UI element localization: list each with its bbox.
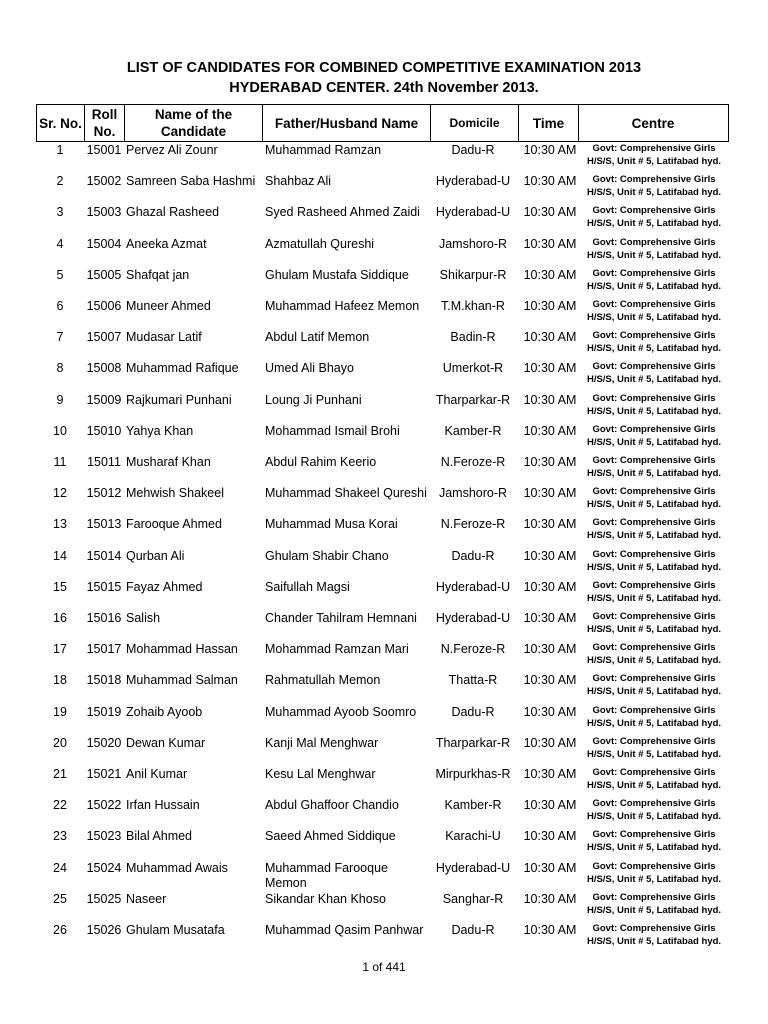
domicile-cell: Hyderabad-U [435, 579, 511, 594]
sr-cell: 20 [53, 735, 67, 750]
roll-number-cell: 15001 [86, 143, 122, 157]
centre-line-2: H/S/S, Unit # 5, Latifabad hyd. [586, 530, 722, 542]
father-name-cell: Shahbaz Ali [265, 174, 332, 189]
centre-line-2: H/S/S, Unit # 5, Latifabad hyd. [586, 748, 722, 760]
time-cell: 10:30 AM [523, 642, 577, 657]
roll-number-cell: 15005 [86, 267, 122, 282]
domicile-cell: Hyderabad-U [435, 174, 511, 189]
roll-number-cell: 15026 [86, 923, 122, 937]
father-name-cell: Sikandar Khan Khoso [265, 891, 386, 906]
time-cell: 10:30 AM [523, 174, 577, 189]
father-name-cell: Loung Ji Punhani [265, 392, 362, 407]
table-row [0, 766, 768, 797]
time-cell: 10:30 AM [523, 455, 577, 469]
table-row [0, 922, 768, 953]
centre-cell [578, 360, 730, 386]
father-name-cell: Saeed Ahmed Siddique [265, 829, 396, 844]
candidate-name-cell: Qurban Ali [126, 548, 185, 563]
centre-line-1: Govt: Comprehensive Girls [592, 798, 716, 810]
table-header [36, 104, 729, 142]
candidate-name-cell: Dewan Kumar [126, 735, 206, 750]
centre-cell [578, 672, 730, 698]
father-name-cell: Kanji Mal Menghwar [265, 735, 379, 750]
header-name: Name of the Candidate [125, 105, 263, 141]
time-cell: 10:30 AM [523, 548, 577, 563]
candidate-name-cell: Mudasar Latif [126, 330, 202, 345]
roll-number-cell: 15018 [86, 673, 122, 688]
centre-line-1: Govt: Comprehensive Girls [592, 236, 716, 248]
domicile-cell: Jamshoro-R [438, 486, 508, 501]
roll-number-cell: 15022 [86, 798, 122, 813]
centre-line-1: Govt: Comprehensive Girls [592, 860, 716, 872]
centre-cell [578, 423, 730, 449]
centre-cell [578, 797, 730, 823]
sr-cell: 8 [56, 361, 64, 376]
roll-number-cell: 15006 [86, 299, 122, 313]
centre-line-2: H/S/S, Unit # 5, Latifabad hyd. [586, 312, 722, 323]
centre-line-1: Govt: Comprehensive Girls [592, 611, 716, 622]
centre-cell [578, 454, 730, 480]
centre-cell [578, 485, 730, 511]
sr-cell: 5 [56, 267, 64, 282]
roll-number-cell: 15010 [86, 423, 122, 438]
time-cell: 10:30 AM [523, 704, 577, 719]
sr-cell: 3 [56, 205, 64, 220]
candidate-name-cell: Zohaib Ayoob [126, 704, 203, 719]
domicile-cell: Hyderabad-U [435, 611, 511, 625]
time-cell: 10:30 AM [523, 579, 577, 594]
candidate-name-cell: Muhammad Awais [126, 860, 228, 875]
candidate-name-cell: Ghulam Musatafa [126, 923, 225, 937]
sr-cell: 16 [53, 611, 67, 625]
sr-cell: 22 [53, 798, 67, 813]
candidate-name-cell: Fayaz Ahmed [126, 579, 203, 594]
centre-line-2: H/S/S, Unit # 5, Latifabad hyd. [586, 904, 722, 916]
centre-line-2: H/S/S, Unit # 5, Latifabad hyd. [586, 187, 722, 199]
table-row [0, 891, 768, 922]
domicile-cell: N.Feroze-R [440, 455, 506, 469]
domicile-cell: Sanghar-R [442, 891, 504, 906]
roll-number-cell: 15008 [86, 361, 122, 376]
centre-line-1: Govt: Comprehensive Girls [592, 767, 716, 778]
table-row [0, 797, 768, 828]
domicile-cell: Shikarpur-R [439, 267, 507, 282]
centre-line-1: Govt: Comprehensive Girls [592, 455, 716, 466]
table-row [0, 392, 768, 423]
centre-cell [578, 828, 730, 854]
sr-cell: 18 [53, 673, 67, 688]
domicile-cell: Dadu-R [451, 143, 495, 157]
document-title [0, 58, 768, 98]
time-cell: 10:30 AM [523, 423, 577, 438]
centre-line-1: Govt: Comprehensive Girls [592, 392, 716, 404]
centre-line-1: Govt: Comprehensive Girls [592, 205, 716, 217]
centre-line-2: H/S/S, Unit # 5, Latifabad hyd. [586, 842, 722, 854]
roll-number-cell: 15012 [86, 486, 122, 501]
centre-line-2: H/S/S, Unit # 5, Latifabad hyd. [586, 218, 722, 230]
centre-line-1: Govt: Comprehensive Girls [592, 579, 716, 591]
centre-line-1: Govt: Comprehensive Girls [592, 267, 716, 279]
father-name-cell: Muhammad Farooque Memon [265, 860, 388, 890]
centre-line-2: H/S/S, Unit # 5, Latifabad hyd. [586, 873, 722, 885]
candidate-name-cell: Rajkumari Punhani [126, 392, 232, 407]
centre-line-1: Govt: Comprehensive Girls [592, 330, 716, 342]
father-name-cell: Ghulam Shabir Chano [265, 548, 389, 563]
table-row [0, 516, 768, 547]
father-name-cell: Kesu Lal Menghwar [265, 767, 376, 781]
time-cell: 10:30 AM [523, 205, 577, 220]
domicile-cell: Jamshoro-R [438, 236, 508, 251]
table-row [0, 360, 768, 391]
domicile-cell: N.Feroze-R [440, 642, 506, 657]
table-row [0, 267, 768, 298]
header-domicile: Domicile [431, 105, 519, 141]
sr-cell: 26 [53, 923, 67, 937]
sr-cell: 25 [53, 891, 67, 906]
father-name-cell: Umed Ali Bhayo [265, 361, 354, 376]
domicile-cell: Kamber-R [444, 423, 502, 438]
centre-cell [578, 173, 730, 199]
sr-cell: 11 [53, 455, 67, 469]
table-row [0, 704, 768, 735]
table-row [0, 298, 768, 329]
domicile-cell: Dadu-R [451, 548, 495, 563]
title-line-1: LIST OF CANDIDATES FOR COMBINED COMPETITIVE EXAMINATION 2013 [126, 60, 642, 76]
father-name-cell: Syed Rasheed Ahmed Zaidi [265, 205, 420, 220]
father-name-cell: Rahmatullah Memon [265, 673, 381, 688]
centre-line-2: H/S/S, Unit # 5, Latifabad hyd. [586, 655, 722, 667]
time-cell: 10:30 AM [523, 923, 577, 937]
header-time: Time [519, 105, 579, 141]
candidate-name-cell: Salish [126, 611, 161, 625]
roll-number-cell: 15023 [86, 829, 122, 844]
sr-cell: 17 [53, 642, 67, 657]
father-name-cell: Chander Tahilram Hemnani [265, 611, 417, 625]
centre-cell [578, 298, 730, 324]
time-cell: 10:30 AM [523, 735, 577, 750]
sr-cell: 13 [53, 517, 67, 532]
time-cell: 10:30 AM [523, 236, 577, 251]
header-roll: Roll No. [85, 105, 125, 141]
candidate-name-cell: Irfan Hussain [126, 798, 200, 813]
candidate-name-cell: Ghazal Rasheed [126, 205, 220, 220]
table-row [0, 142, 768, 173]
domicile-cell: Tharparkar-R [435, 735, 511, 750]
centre-cell [578, 860, 730, 886]
sr-cell: 1 [56, 143, 64, 157]
centre-cell [578, 548, 730, 574]
father-name-cell: Muhammad Musa Korai [265, 517, 398, 532]
table-row [0, 860, 768, 891]
centre-cell [578, 922, 730, 948]
table-row [0, 173, 768, 204]
sr-cell: 10 [53, 423, 67, 438]
sr-cell: 4 [56, 236, 64, 251]
table-row [0, 454, 768, 485]
sr-cell: 6 [56, 299, 64, 313]
centre-line-1: Govt: Comprehensive Girls [592, 923, 716, 934]
domicile-cell: Badin-R [450, 330, 496, 345]
table-row [0, 735, 768, 766]
time-cell: 10:30 AM [523, 143, 577, 157]
roll-number-cell: 15007 [86, 330, 122, 345]
roll-number-cell: 15021 [86, 767, 122, 781]
candidate-name-cell: Aneeka Azmat [126, 236, 207, 251]
candidate-name-cell: Muneer Ahmed [126, 299, 211, 313]
domicile-cell: Hyderabad-U [435, 860, 511, 875]
time-cell: 10:30 AM [523, 299, 577, 313]
centre-line-2: H/S/S, Unit # 5, Latifabad hyd. [586, 499, 722, 511]
time-cell: 10:30 AM [523, 891, 577, 906]
time-cell: 10:30 AM [523, 486, 577, 501]
sr-cell: 9 [56, 392, 64, 407]
roll-number-cell: 15013 [86, 517, 122, 532]
candidate-name-cell: Naseer [126, 891, 167, 906]
centre-cell [578, 610, 730, 636]
time-cell: 10:30 AM [523, 392, 577, 407]
sr-cell: 14 [53, 548, 67, 563]
domicile-cell: T.M.khan-R [441, 299, 505, 313]
centre-line-2: H/S/S, Unit # 5, Latifabad hyd. [586, 686, 722, 698]
table-row [0, 329, 768, 360]
centre-cell [578, 204, 730, 230]
domicile-cell: Tharparkar-R [435, 392, 511, 407]
father-name-cell: Saifullah Magsi [265, 579, 350, 594]
father-name-cell: Muhammad Hafeez Memon [265, 299, 420, 313]
roll-number-cell: 15025 [86, 891, 122, 906]
centre-cell [578, 267, 730, 293]
table-row [0, 828, 768, 859]
roll-number-cell: 15020 [86, 735, 122, 750]
sr-cell: 24 [53, 860, 67, 875]
centre-line-1: Govt: Comprehensive Girls [592, 486, 716, 498]
candidate-name-cell: Yahya Khan [126, 423, 194, 438]
centre-line-2: H/S/S, Unit # 5, Latifabad hyd. [586, 343, 722, 355]
roll-number-cell: 15024 [86, 860, 122, 875]
centre-cell [578, 641, 730, 667]
centre-line-1: Govt: Comprehensive Girls [592, 517, 716, 529]
centre-line-1: Govt: Comprehensive Girls [592, 642, 716, 654]
centre-line-1: Govt: Comprehensive Girls [592, 673, 716, 685]
centre-cell [578, 579, 730, 605]
centre-line-2: H/S/S, Unit # 5, Latifabad hyd. [586, 249, 722, 261]
father-name-cell: Mohammad Ramzan Mari [265, 642, 409, 657]
time-cell: 10:30 AM [523, 330, 577, 345]
candidate-name-cell: Muhammad Salman [126, 673, 238, 688]
father-name-cell: Abdul Rahim Keerio [265, 455, 377, 469]
sr-cell: 15 [53, 579, 67, 594]
centre-line-1: Govt: Comprehensive Girls [592, 174, 716, 186]
centre-line-2: H/S/S, Unit # 5, Latifabad hyd. [586, 436, 722, 448]
centre-line-2: H/S/S, Unit # 5, Latifabad hyd. [586, 280, 722, 292]
centre-line-2: H/S/S, Unit # 5, Latifabad hyd. [586, 717, 722, 729]
time-cell: 10:30 AM [523, 829, 577, 844]
title-line-2: HYDERABAD CENTER. 24th November 2013. [229, 80, 539, 96]
centre-line-1: Govt: Comprehensive Girls [592, 704, 716, 716]
domicile-cell: Dadu-R [451, 923, 495, 937]
candidate-name-cell: Samreen Saba Hashmi [126, 174, 256, 189]
roll-number-cell: 15004 [86, 236, 122, 251]
roll-number-cell: 15011 [87, 455, 121, 469]
sr-cell: 21 [53, 767, 67, 781]
table-row [0, 423, 768, 454]
table-row [0, 204, 768, 235]
candidate-name-cell: Mehwish Shakeel [126, 486, 224, 501]
father-name-cell: Muhammad Ayoob Soomro [265, 704, 417, 719]
roll-number-cell: 15009 [86, 392, 122, 407]
roll-number-cell: 15002 [86, 174, 122, 189]
domicile-cell: Thatta-R [448, 673, 498, 688]
candidate-name-cell: Bilal Ahmed [126, 829, 193, 844]
centre-line-1: Govt: Comprehensive Girls [592, 735, 716, 747]
centre-line-2: H/S/S, Unit # 5, Latifabad hyd. [586, 592, 722, 604]
centre-line-2: H/S/S, Unit # 5, Latifabad hyd. [586, 780, 722, 791]
centre-line-1: Govt: Comprehensive Girls [592, 299, 716, 310]
table-row [0, 485, 768, 516]
centre-line-2: H/S/S, Unit # 5, Latifabad hyd. [586, 936, 722, 947]
candidate-name-cell: Shafqat jan [126, 267, 190, 282]
page-number: 1 of 441 [362, 960, 406, 974]
centre-line-1: Govt: Comprehensive Girls [592, 548, 716, 560]
sr-cell: 19 [53, 704, 67, 719]
centre-cell [578, 704, 730, 730]
father-name-cell: Abdul Ghaffoor Chandio [265, 798, 399, 813]
centre-cell [578, 766, 730, 792]
roll-number-cell: 15015 [86, 579, 122, 594]
table-row [0, 548, 768, 579]
centre-line-1: Govt: Comprehensive Girls [592, 361, 716, 373]
roll-number-cell: 15019 [86, 704, 122, 719]
centre-cell [578, 735, 730, 761]
sr-cell: 2 [56, 174, 64, 189]
time-cell: 10:30 AM [523, 517, 577, 532]
roll-number-cell: 15014 [86, 548, 122, 563]
domicile-cell: Kamber-R [444, 798, 502, 813]
header-sr: Sr. No. [37, 105, 85, 141]
table-row [0, 610, 768, 641]
domicile-cell: N.Feroze-R [440, 517, 506, 532]
centre-cell [578, 142, 730, 168]
domicile-cell: Hyderabad-U [435, 205, 511, 220]
centre-cell [578, 236, 730, 262]
domicile-cell: Dadu-R [451, 704, 495, 719]
domicile-cell: Umerkot-R [442, 361, 504, 376]
roll-number-cell: 15017 [86, 642, 122, 657]
sr-cell: 7 [56, 330, 64, 345]
father-name-cell: Azmatullah Qureshi [265, 236, 375, 251]
father-name-cell: Ghulam Mustafa Siddique [265, 267, 409, 282]
time-cell: 10:30 AM [523, 860, 577, 875]
candidate-name-cell: Muhammad Rafique [126, 361, 239, 376]
time-cell: 10:30 AM [523, 673, 577, 688]
table-row [0, 672, 768, 703]
domicile-cell: Mirpurkhas-R [435, 767, 511, 781]
father-name-cell: Muhammad Ramzan [265, 143, 382, 157]
sr-cell: 23 [53, 829, 67, 844]
centre-line-2: H/S/S, Unit # 5, Latifabad hyd. [586, 468, 722, 479]
centre-line-2: H/S/S, Unit # 5, Latifabad hyd. [586, 811, 722, 823]
centre-line-1: Govt: Comprehensive Girls [592, 829, 716, 841]
candidate-name-cell: Mohammad Hassan [126, 642, 238, 657]
header-father: Father/Husband Name [263, 105, 431, 141]
roll-number-cell: 15016 [86, 611, 122, 625]
centre-line-1: Govt: Comprehensive Girls [592, 891, 716, 903]
centre-cell [578, 329, 730, 355]
centre-line-2: H/S/S, Unit # 5, Latifabad hyd. [586, 156, 722, 167]
time-cell: 10:30 AM [523, 611, 577, 625]
centre-cell [578, 516, 730, 542]
table-row [0, 641, 768, 672]
domicile-cell: Karachi-U [445, 829, 501, 844]
time-cell: 10:30 AM [523, 361, 577, 376]
time-cell: 10:30 AM [523, 798, 577, 813]
centre-cell [578, 891, 730, 917]
sr-cell: 12 [53, 486, 67, 501]
centre-cell [578, 392, 730, 418]
father-name-cell: Muhammad Shakeel Qureshi [265, 486, 427, 501]
time-cell: 10:30 AM [523, 767, 577, 781]
table-row [0, 579, 768, 610]
centre-line-2: H/S/S, Unit # 5, Latifabad hyd. [586, 624, 722, 635]
candidate-name-cell: Pervez Ali Zounr [126, 143, 218, 157]
centre-line-1: Govt: Comprehensive Girls [592, 423, 716, 435]
header-centre: Centre [631, 115, 675, 131]
centre-line-2: H/S/S, Unit # 5, Latifabad hyd. [586, 561, 722, 573]
candidate-name-cell: Musharaf Khan [126, 455, 211, 469]
time-cell: 10:30 AM [523, 267, 577, 282]
roll-number-cell: 15003 [86, 205, 122, 220]
centre-line-1: Govt: Comprehensive Girls [592, 143, 716, 154]
centre-line-2: H/S/S, Unit # 5, Latifabad hyd. [586, 405, 722, 417]
father-name-cell: Muhammad Qasim Panhwar [265, 923, 424, 937]
centre-line-2: H/S/S, Unit # 5, Latifabad hyd. [586, 374, 722, 386]
candidate-name-cell: Farooque Ahmed [126, 517, 222, 532]
father-name-cell: Mohammad Ismail Brohi [265, 423, 400, 438]
table-row [0, 236, 768, 267]
candidate-name-cell: Anil Kumar [126, 767, 188, 781]
father-name-cell: Abdul Latif Memon [265, 330, 370, 345]
